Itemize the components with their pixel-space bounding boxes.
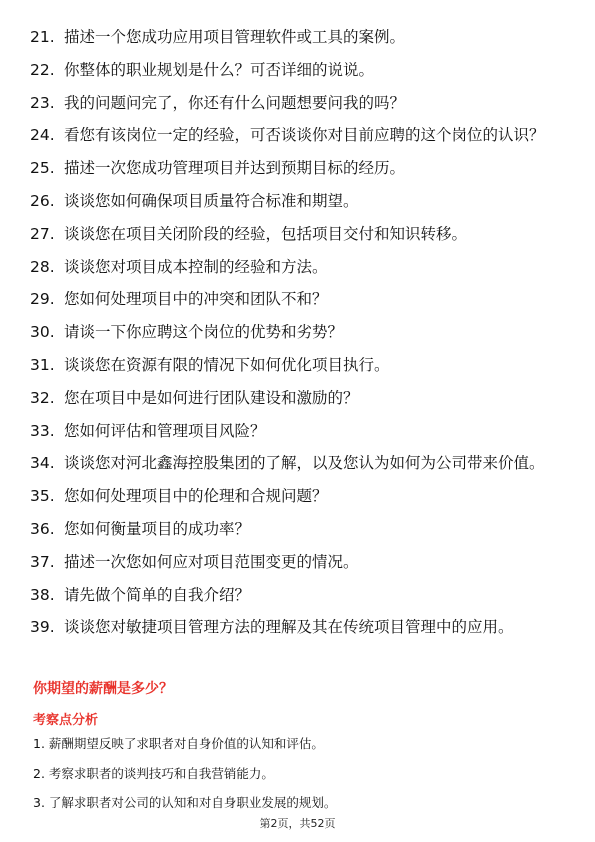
question-text: 谈谈您在资源有限的情况下如何优化项目执行。	[64, 355, 390, 374]
question-item	[30, 354, 570, 376]
question-item	[30, 616, 570, 638]
question-item	[30, 551, 570, 573]
question-number: 27.	[30, 224, 55, 243]
analysis-point: 1. 薪酬期望反映了求职者对自身价值的认知和评估。	[33, 736, 324, 751]
analysis-points	[33, 735, 563, 824]
question-item	[30, 26, 570, 48]
question-text: 谈谈您对河北鑫海控股集团的了解，以及您认为如何为公司带来价值。	[64, 454, 545, 473]
question-number: 30.	[30, 323, 55, 342]
page-footer: 第2页，共52页	[259, 817, 336, 830]
question-text: 描述一次您如何应对项目范围变更的情况。	[64, 552, 359, 571]
question-text: 您在项目中是如何进行团队建设和激励的？	[64, 388, 359, 407]
question-text: 您如何衡量项目的成功率？	[64, 519, 251, 538]
question-item	[30, 59, 570, 81]
question-item	[30, 288, 570, 310]
question-number: 35.	[30, 487, 55, 506]
question-number: 23.	[30, 93, 55, 112]
question-text: 描述一次您成功管理项目并达到预期目标的经历。	[64, 159, 406, 178]
question-number: 26.	[30, 191, 55, 210]
question-number: 22.	[30, 60, 55, 79]
question-text: 我的问题问完了，你还有什么问题想要问我的吗？	[64, 93, 406, 112]
analysis-point: 2. 考察求职者的谈判技巧和自我营销能力。	[33, 765, 274, 781]
question-item	[30, 387, 570, 409]
question-number: 36.	[30, 519, 55, 538]
question-item	[30, 518, 570, 540]
question-text: 您如何评估和管理项目风险？	[64, 421, 266, 440]
question-number: 34.	[30, 454, 55, 473]
question-item	[30, 256, 570, 278]
question-item	[30, 223, 570, 245]
section-title: 你期望的薪酬是多少？	[33, 681, 173, 697]
question-item	[30, 92, 570, 114]
question-item	[30, 321, 570, 343]
question-number: 24.	[30, 126, 55, 145]
question-text: 您如何处理项目中的伦理和合规问题？	[64, 487, 328, 506]
question-item	[30, 190, 570, 212]
question-text: 你整体的职业规划是什么？可否详细的说说。	[64, 60, 375, 79]
analysis-point: 3. 了解求职者对公司的认知和对自身职业发展的规划。	[33, 795, 337, 810]
question-item	[30, 124, 570, 146]
question-text: 请先做个简单的自我介绍？	[64, 585, 251, 604]
question-item	[30, 584, 570, 606]
question-number: 33.	[30, 421, 55, 440]
question-number: 37.	[30, 552, 55, 571]
question-list	[30, 26, 570, 649]
question-item	[30, 485, 570, 507]
section-subtitle: 考察点分析	[33, 713, 99, 728]
question-item	[30, 420, 570, 442]
question-text: 请谈一下你应聘这个岗位的优势和劣势？	[64, 323, 344, 342]
question-text: 看您有该岗位一定的经验，可否谈谈你对目前应聘的这个岗位的认识？	[64, 126, 545, 145]
question-item	[30, 452, 570, 474]
question-item	[30, 157, 570, 179]
question-number: 25.	[30, 159, 55, 178]
question-number: 39.	[30, 618, 55, 637]
question-text: 描述一个您成功应用项目管理软件或工具的案例。	[64, 28, 406, 46]
question-number: 31.	[30, 355, 55, 374]
question-number: 21.	[30, 28, 55, 46]
question-number: 28.	[30, 257, 55, 276]
question-text: 谈谈您对项目成本控制的经验和方法。	[64, 257, 328, 276]
question-number: 29.	[30, 290, 55, 309]
question-text: 谈谈您在项目关闭阶段的经验，包括项目交付和知识转移。	[64, 224, 468, 243]
question-number: 32.	[30, 388, 55, 407]
question-text: 您如何处理项目中的冲突和团队不和？	[64, 290, 328, 309]
question-number: 38.	[30, 585, 55, 604]
question-text: 谈谈您对敏捷项目管理方法的理解及其在传统项目管理中的应用。	[64, 618, 514, 637]
question-text: 谈谈您如何确保项目质量符合标准和期望。	[64, 191, 359, 210]
